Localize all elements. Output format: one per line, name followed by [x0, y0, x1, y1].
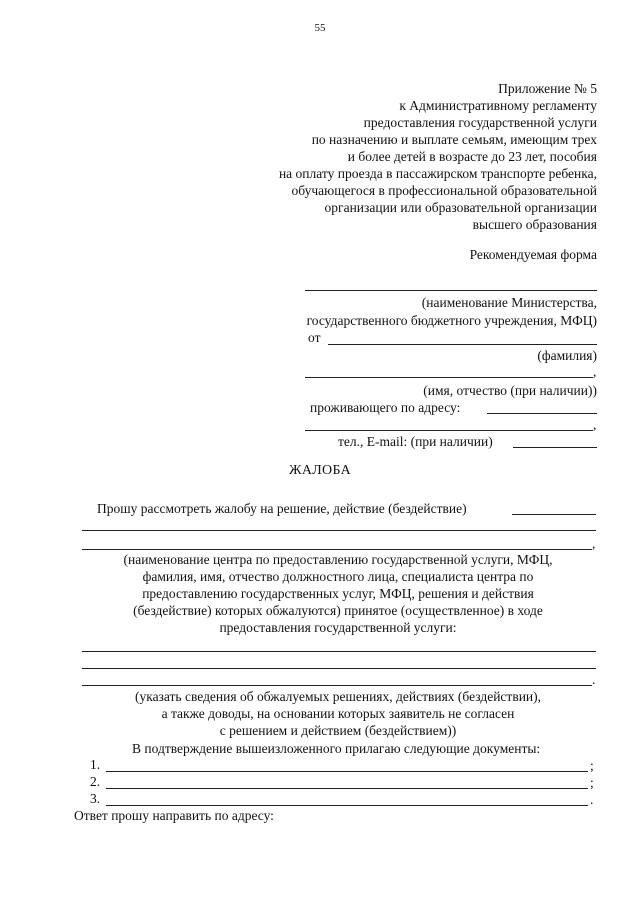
ministry-name-line[interactable]	[305, 290, 597, 291]
header-line-3: предоставления государственной услуги	[363, 115, 597, 130]
page-number: 55	[314, 22, 326, 34]
attachment-line-2[interactable]	[106, 788, 588, 789]
address-line-1[interactable]	[487, 413, 597, 414]
header-line-8: организации или образовательной организации	[324, 200, 597, 215]
reply-address-label: Ответ прошу направить по адресу:	[74, 808, 274, 823]
request-line: Прошу рассмотреть жалобу на решение, действие (бездействие)	[97, 501, 467, 516]
decision-line-period: .	[592, 672, 596, 687]
attachment-number-2: 2.	[90, 774, 101, 789]
attachment-number-3: 3.	[90, 791, 101, 806]
document-title: ЖАЛОБА	[288, 463, 352, 478]
decision-line-2[interactable]	[82, 668, 596, 669]
request-inline-line[interactable]	[512, 514, 596, 515]
attachment-end-2: ;	[590, 775, 594, 790]
decision-line-1[interactable]	[82, 651, 596, 652]
phone-line[interactable]	[513, 447, 597, 448]
from-label: от	[308, 330, 321, 345]
recommended-form-label: Рекомендуемая форма	[469, 247, 597, 262]
header-line-7: обучающегося в профессиональной образовательной	[291, 183, 597, 198]
decision-line-3[interactable]	[82, 685, 592, 686]
name-caption: (имя, отчество (при наличии))	[423, 383, 597, 398]
attachment-end-1: ;	[590, 758, 594, 773]
center-caption-1: (наименование центра по предоставлению государственной услуги, МФЦ,	[123, 552, 553, 567]
center-caption-5: предоставления государственной услуги:	[219, 620, 457, 635]
name-line[interactable]	[305, 377, 593, 378]
ministry-caption-2: государственного бюджетного учреждения, МФЦ)	[306, 313, 597, 328]
address-line-2[interactable]	[305, 430, 593, 431]
attachment-line-1[interactable]	[106, 771, 588, 772]
from-line[interactable]	[328, 344, 597, 345]
attachments-intro: В подтверждение вышеизложенного прилагаю следующие документы:	[132, 741, 541, 756]
appendix-number: Приложение № 5	[498, 81, 597, 96]
header-line-9: высшего образования	[472, 217, 597, 232]
reasons-caption-1: (указать сведения об обжалуемых решениях, действиях (бездействии),	[134, 689, 542, 704]
header-line-5: и более детей в возрасте до 23 лет, пособия	[347, 149, 597, 164]
complaint-object-line-1[interactable]	[82, 530, 596, 531]
header-line-4: по назначению и выплате семьям, имеющим трех	[311, 132, 597, 147]
attachment-number-1: 1.	[90, 757, 101, 772]
complaint-line-comma: ,	[592, 536, 596, 551]
attachment-line-3[interactable]	[106, 805, 588, 806]
header-line-2: к Административному регламенту	[399, 98, 597, 113]
surname-caption: (фамилия)	[537, 348, 597, 363]
center-caption-2: фамилия, имя, отчество должностного лица, специалиста центра по	[142, 569, 534, 584]
reasons-caption-3: с решением и действием (бездействием))	[219, 723, 457, 738]
center-caption-3: предоставлению государственных услуг, МФЦ, решения и действия	[142, 586, 534, 601]
phone-label: тел., E-mail: (при наличии)	[338, 434, 493, 449]
name-line-comma: ,	[593, 364, 597, 379]
reasons-caption-2: а также доводы, на основании которых заявитель не согласен	[161, 706, 515, 721]
address-line-comma: ,	[593, 417, 597, 432]
complaint-object-line-2[interactable]	[82, 549, 592, 550]
attachment-end-3: .	[590, 792, 594, 807]
ministry-caption-1: (наименование Министерства,	[421, 295, 597, 310]
center-caption-4: (бездействие) которых обжалуются) принятое (осуществленное) в ходе	[133, 603, 543, 618]
header-line-6: на оплату проезда в пассажирском транспорте ребенка,	[278, 166, 597, 181]
address-label: проживающего по адресу:	[310, 400, 461, 415]
